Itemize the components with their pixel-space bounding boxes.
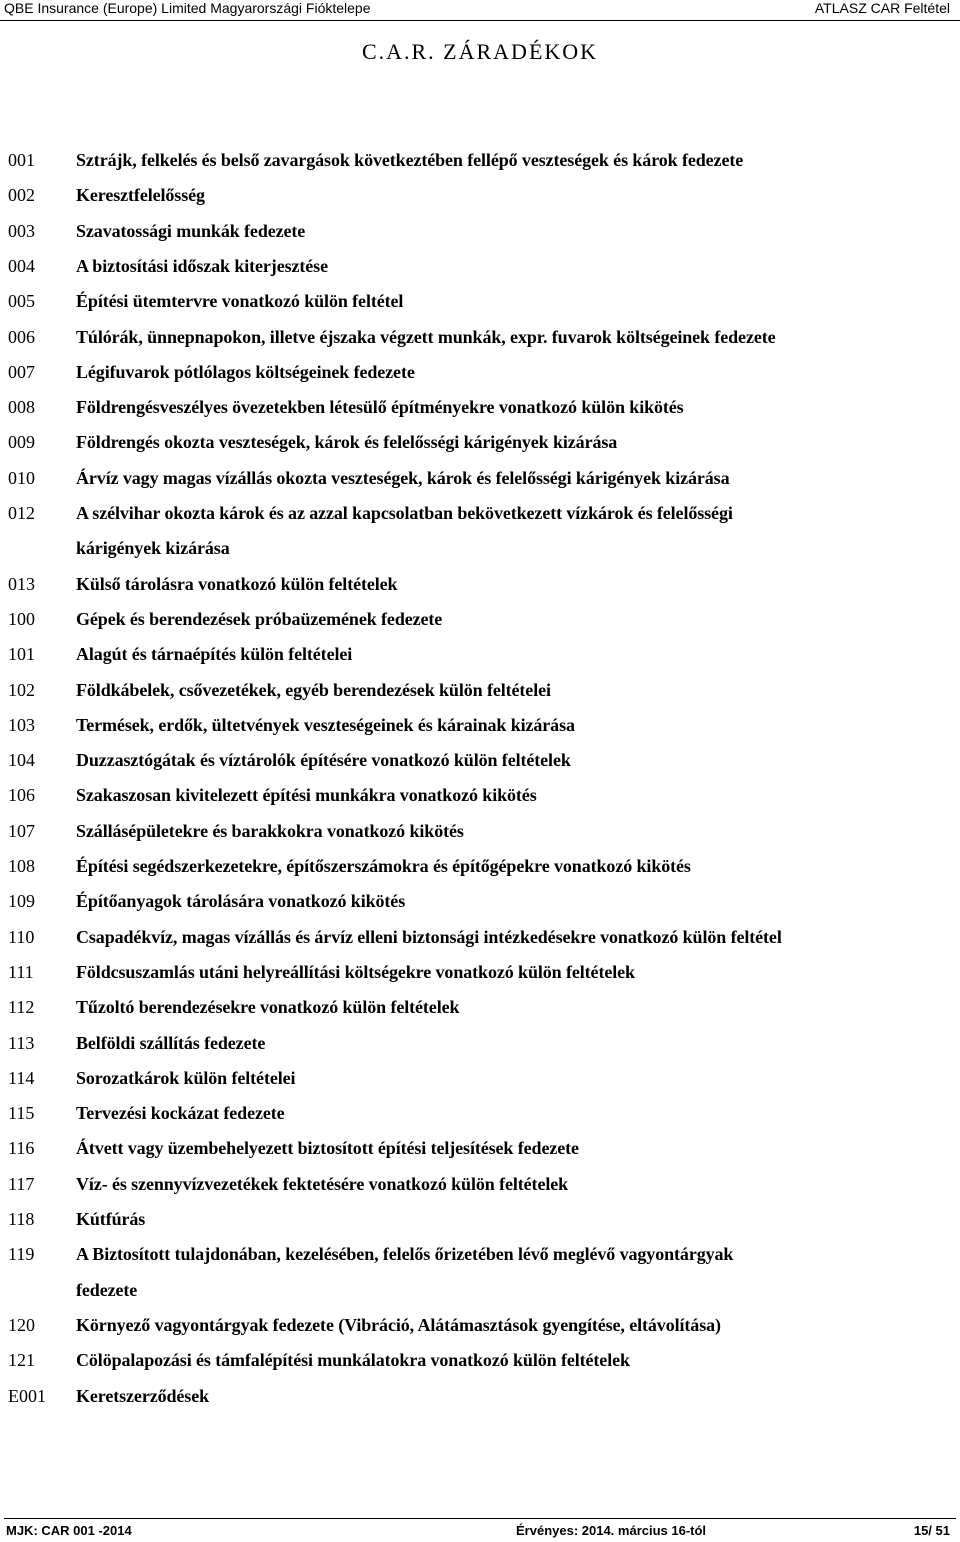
clause-code: 120 [8, 1314, 35, 1335]
clause-title: Sorozatkárok külön feltételei [76, 1067, 296, 1088]
clause-title: Tervezési kockázat fedezete [76, 1103, 285, 1124]
header-document-title: ATLASZ CAR Feltétel [814, 0, 950, 16]
clause-title: Árvíz vagy magas vízállás okozta veszteségek, károk és felelősségi kárigények kizárása [76, 467, 730, 488]
clause-title: Keresztfelelősség [76, 185, 205, 206]
clause-code: 003 [8, 220, 35, 241]
clause-code: 114 [8, 1067, 35, 1088]
clause-code: 102 [8, 679, 35, 700]
clause-code: 110 [8, 926, 35, 947]
page-title: C.A.R. ZÁRADÉKOK [361, 39, 599, 64]
page-footer [4, 1518, 956, 1541]
clause-code: 107 [8, 820, 35, 841]
clause-title: Túlórák, ünnepnapokon, illetve éjszaka végzett munkák, expr. fuvarok költségeinek fedezete [76, 326, 776, 347]
clause-title: Környező vagyontárgyak fedezete (Vibráció, Alátámasztások gyengítése, eltávolítása) [76, 1314, 721, 1335]
clause-title: Alagút és tárnaépítés külön feltételei [76, 644, 353, 665]
clause-title: Csapadékvíz, magas vízállás és árvíz elleni biztonsági intézkedésekre vonatkozó külön feltétel [76, 926, 782, 947]
clause-code: 012 [8, 503, 35, 523]
clause-title: Építési segédszerkezetekre, építőszerszámokra és építőgépekre vonatkozó kikötés [76, 856, 691, 876]
clause-code: 100 [8, 608, 35, 629]
clause-title: Átvett vagy üzembehelyezett biztosított építési teljesítések fedezete [76, 1138, 579, 1159]
clause-title: Építőanyagok tárolására vonatkozó kikötés [76, 891, 406, 912]
clause-code: 104 [8, 750, 35, 771]
clause-title: Szállásépületekre és barakkokra vonatkozó kikötés [76, 820, 464, 841]
clause-title: Tűzoltó berendezésekre vonatkozó külön feltételek [76, 997, 460, 1018]
clause-title: Földrengésveszélyes övezetekben létesülő építményekre vonatkozó külön kikötés [76, 397, 684, 418]
clause-title: Termések, erdők, ültetvények veszteségeinek és kárainak kizárása [76, 714, 575, 735]
clause-code: 009 [8, 432, 35, 453]
clause-code: 106 [8, 785, 35, 806]
header-company: QBE Insurance (Europe) Limited Magyarországi Fióktelepe [4, 0, 371, 16]
clause-code: 002 [8, 185, 35, 206]
clause-code: 112 [8, 997, 35, 1018]
footer-page-number: 15/ 51 [913, 1523, 950, 1538]
clause-title: A szélvihar okozta károk és az azzal kapcsolatban bekövetkezett vízkárok és felelősségi [76, 503, 733, 523]
clause-title: Cölöpalapozási és támfalépítési munkálatokra vonatkozó külön feltételek [76, 1350, 630, 1371]
clause-code: 103 [8, 714, 35, 735]
page-header [0, 0, 960, 21]
clause-title: Duzzasztógátak és víztárolók építésére vonatkozó külön feltételek [76, 750, 571, 771]
clause-title: Sztrájk, felkelés és belső zavargások következtében fellépő veszteségek és károk fedezete [76, 150, 744, 170]
clause-title: Szavatossági munkák fedezete [76, 220, 306, 241]
clause-title: Belföldi szállítás fedezete [76, 1032, 266, 1053]
clause-code: 111 [8, 961, 34, 982]
clause-title: Földrengés okozta veszteségek, károk és felelősségi kárigények kizárása [76, 432, 618, 453]
clause-code: 119 [8, 1244, 35, 1265]
footer-validity: Érvényes: 2014. március 16-tól [516, 1523, 707, 1538]
clause-title: Kútfúrás [76, 1209, 146, 1229]
clause-code: 113 [8, 1032, 35, 1053]
clause-code: 007 [8, 361, 35, 382]
clause-title: A Biztosított tulajdonában, kezelésében, felelős őrizetében lévő meglévő vagyontárgyak [76, 1244, 734, 1265]
clause-code: 006 [8, 326, 35, 347]
clause-title: Szakaszosan kivitelezett építési munkákra vonatkozó kikötés [76, 785, 537, 806]
clause-code: 116 [8, 1138, 35, 1159]
clause-title: Víz- és szennyvízvezetékek fektetésére vonatkozó külön feltételek [76, 1173, 569, 1194]
clause-code: E001 [8, 1385, 46, 1406]
clause-code: 117 [8, 1173, 35, 1194]
clause-code: 109 [8, 891, 35, 912]
footer-reference: MJK: CAR 001 -2014 [6, 1523, 132, 1538]
clause-code: 008 [8, 397, 35, 418]
clause-code: 121 [8, 1350, 35, 1371]
clause-title: Építési ütemtervre vonatkozó külön feltétel [76, 291, 404, 312]
clause-code: 001 [8, 150, 35, 170]
clause-title: Földcsuszamlás utáni helyreállítási költségekre vonatkozó külön feltételek [76, 961, 635, 982]
clause-title: Légifuvarok pótlólagos költségeinek fedezete [76, 361, 415, 382]
clause-code: 013 [8, 573, 35, 594]
clause-title: A biztosítási időszak kiterjesztése [76, 255, 328, 276]
clause-title: Földkábelek, csővezetékek, egyéb berendezések külön feltételei [76, 679, 551, 700]
clause-title: Külső tárolásra vonatkozó külön feltételek [76, 573, 398, 594]
clause-title-continuation: fedezete [76, 1279, 138, 1300]
clause-title: Gépek és berendezések próbaüzemének fedezete [76, 608, 443, 629]
clause-title-continuation: kárigények kizárása [76, 538, 230, 559]
clause-title: Keretszerződések [76, 1385, 210, 1406]
clause-code: 005 [8, 291, 35, 312]
clause-code: 118 [8, 1209, 35, 1229]
clause-code: 108 [8, 856, 35, 876]
clause-code: 010 [8, 467, 35, 488]
clause-code: 004 [8, 255, 35, 276]
clause-code: 101 [8, 644, 35, 665]
clause-code: 115 [8, 1103, 35, 1124]
